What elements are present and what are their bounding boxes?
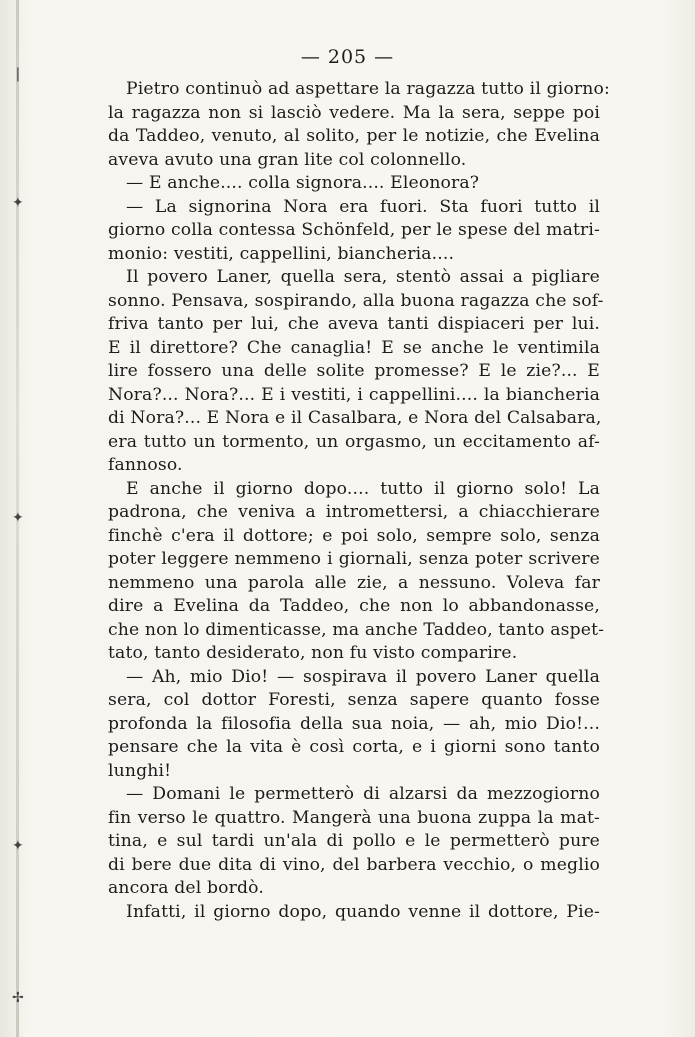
text-line: fin verso le quattro. Mangerà una buona zuppa la mat- [108, 807, 600, 828]
text-line: poter leggere nemmeno i giornali, senza poter scrivere [108, 549, 600, 569]
text-line: pensare che la vita è così corta, e i giorni sono tanto [108, 737, 600, 757]
text-line: padrona, che veniva a intromettersi, a chiacchierare [108, 502, 600, 522]
text-line: finchè c'era il dottore; e poi solo, sempre solo, senza [108, 525, 600, 546]
margin-mark-icon: ✦ [12, 195, 24, 211]
text-line: la ragazza non si lasciò vedere. Ma la sera, seppe poi [108, 102, 600, 123]
text-line: che non lo dimenticasse, ma anche Taddeo, tanto aspet- [108, 619, 605, 640]
text-line: ancora del bordò. [108, 878, 264, 898]
margin-mark-icon: ❘ [12, 66, 24, 82]
text-line: friva tanto per lui, che aveva tanti dispiaceri per lui. [108, 314, 600, 334]
text-line: E anche il giorno dopo.... tutto il giorno solo! La [126, 478, 600, 499]
text-line: dire a Evelina da Taddeo, che non lo abbandonasse, [108, 596, 600, 616]
text-line: Pietro continuò ad aspettare la ragazza tutto il giorno: [126, 79, 610, 99]
page-number: — 205 — [300, 46, 395, 68]
text-line: nemmeno una parola alle zie, a nessuno. Voleva far [108, 572, 600, 593]
text-line: profonda la filosofia della sua noia, — ah, mio Dio!... [108, 713, 600, 734]
text-line: sera, col dottor Foresti, senza sapere quanto fosse [108, 690, 600, 710]
text-line: — E anche.... colla signora.... Eleonora? [126, 173, 480, 193]
text-line: di bere due dita di vino, del barbera vecchio, o meglio [108, 854, 600, 875]
text-line: tina, e sul tardi un'ala di pollo e le permetterò pure [108, 831, 600, 851]
text-line: sonno. Pensava, sospirando, alla buona ragazza che sof- [108, 290, 604, 311]
margin-mark-icon: ✦ [12, 510, 24, 526]
text-line: Il povero Laner, quella sera, stentò assai a pigliare [126, 267, 600, 287]
text-line: — La signorina Nora era fuori. Sta fuori tutto il [126, 196, 600, 217]
text-line: E il direttore? Che canaglia! E se anche le ventimila [108, 337, 600, 358]
body-text [108, 78, 610, 924]
text-line: da Taddeo, venuto, al solito, per le notizie, che Evelina [108, 126, 600, 146]
text-line: — Ah, mio Dio! — sospirava il povero Laner quella [126, 666, 600, 687]
text-line: aveva avuto una gran lite col colonnello. [108, 149, 467, 170]
text-line: — Domani le permetterò di alzarsi da mezzogiorno [126, 784, 600, 804]
text-line: lire fossero una delle solite promesse? E le zie?... E [108, 361, 600, 381]
margin-mark-icon: ✢ [12, 990, 24, 1006]
text-line: era tutto un tormento, un orgasmo, un eccitamento af- [108, 431, 600, 452]
text-line: monio: vestiti, cappellini, biancheria.... [108, 243, 455, 264]
text-line: Infatti, il giorno dopo, quando venne il dottore, Pie- [126, 901, 600, 922]
text-line: giorno colla contessa Schönfeld, per le spese del matri- [108, 220, 600, 240]
text-line: di Nora?... E Nora e il Casalbara, e Nora del Calsabara, [108, 408, 602, 428]
text-line: Nora?... Nora?... E i vestiti, i cappellini.... la biancheria [108, 384, 600, 405]
text-line: fannoso. [108, 455, 183, 475]
text-line: lunghi! [108, 760, 172, 781]
text-line: tato, tanto desiderato, non fu visto comparire. [108, 643, 518, 663]
margin-mark-icon: ✦ [12, 838, 24, 854]
